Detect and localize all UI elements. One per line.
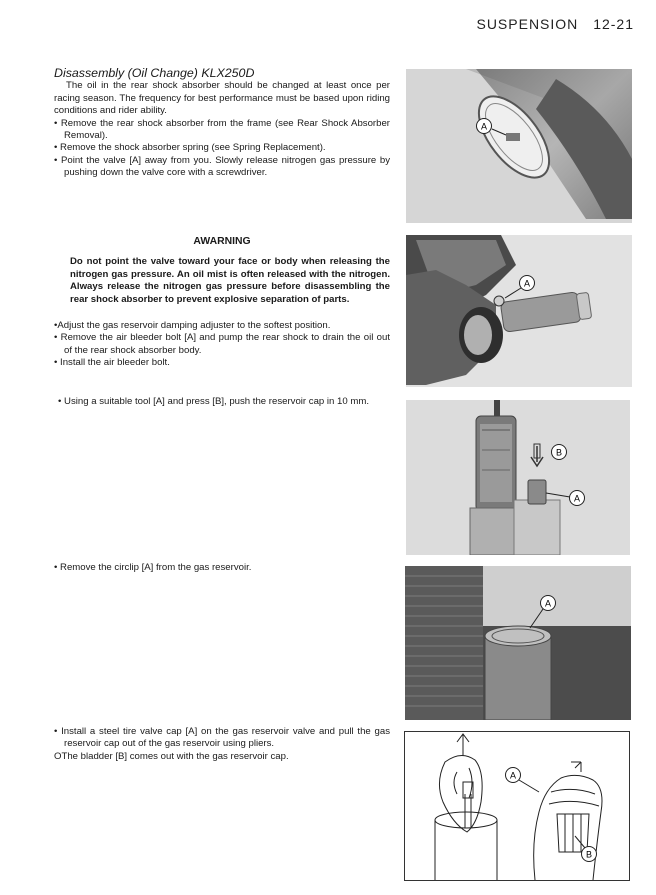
callout-b-3: B (555, 447, 563, 458)
warning-text: Do not point the valve toward your face or body when releasing the nitrogen gas pressure. An oil mist is often released with the nitrogen. Always release the nitrogen gas pressure before disassembling the rear shock absorber to prevent explosive separation of parts. (70, 256, 390, 305)
step-remove-shock: • Remove the rear shock absorber from the frame (see Rear Shock Absorber Removal). (54, 117, 390, 142)
section-title: SUSPENSION (476, 16, 579, 32)
note-bladder: OThe bladder [B] comes out with the gas reservoir cap. (54, 750, 289, 762)
step-install-bleeder: • Install the air bleeder bolt. (54, 357, 170, 369)
step-remove-bleeder: • Remove the air bleeder bolt [A] and pump the rear shock to drain the oil out of the rear shock absorber body. (54, 332, 390, 356)
page-header (476, 16, 634, 32)
warning-block (54, 236, 390, 306)
warning-heading: AWARNING (193, 236, 251, 247)
step-point-valve: • Point the valve [A] away from you. Slowly release nitrogen gas pressure by pushing down the valve core with a screwdriver. (54, 154, 390, 179)
callout-a-5: A (509, 770, 517, 781)
disassembly-block (54, 67, 390, 180)
callout-b-5: B (585, 849, 593, 860)
callout-a-2: A (523, 278, 531, 289)
step-push-cap: • Using a suitable tool [A] and press [B], push the reservoir cap in 10 mm. (58, 396, 370, 407)
step-remove-spring: • Remove the shock absorber spring (see Spring Replacement). (54, 142, 326, 154)
callout-a-3: A (573, 493, 581, 504)
cap-step-block (58, 396, 390, 408)
callout-a-1: A (480, 121, 488, 132)
step-install-valve-cap: • Install a steel tire valve cap [A] on the gas reservoir valve and pull the gas reservoir cap out of the gas reservoir using pliers. (54, 726, 390, 750)
photo-circlip (405, 566, 631, 720)
photo-push-cap (406, 400, 630, 555)
valve-cap-step-block (54, 726, 390, 763)
photo-air-bleeder (406, 235, 632, 387)
step-adjust-damping: •Adjust the gas reservoir damping adjuster to the softest position. (54, 320, 331, 331)
circlip-step-block (54, 562, 390, 574)
bleeder-steps (54, 320, 390, 370)
callout-a-4: A (544, 598, 552, 609)
step-remove-circlip: • Remove the circlip [A] from the gas reservoir. (54, 562, 252, 573)
disassembly-title: Disassembly (Oil Change) KLX250D (54, 66, 255, 80)
page-number: 12-21 (593, 16, 634, 32)
intro-paragraph: The oil in the rear shock absorber should be changed at least once per racing season. The frequency for best performance must be based upon riding conditions and rider ability. (54, 80, 390, 117)
illustration-valve-cap (404, 731, 630, 881)
photo-valve (406, 69, 632, 223)
